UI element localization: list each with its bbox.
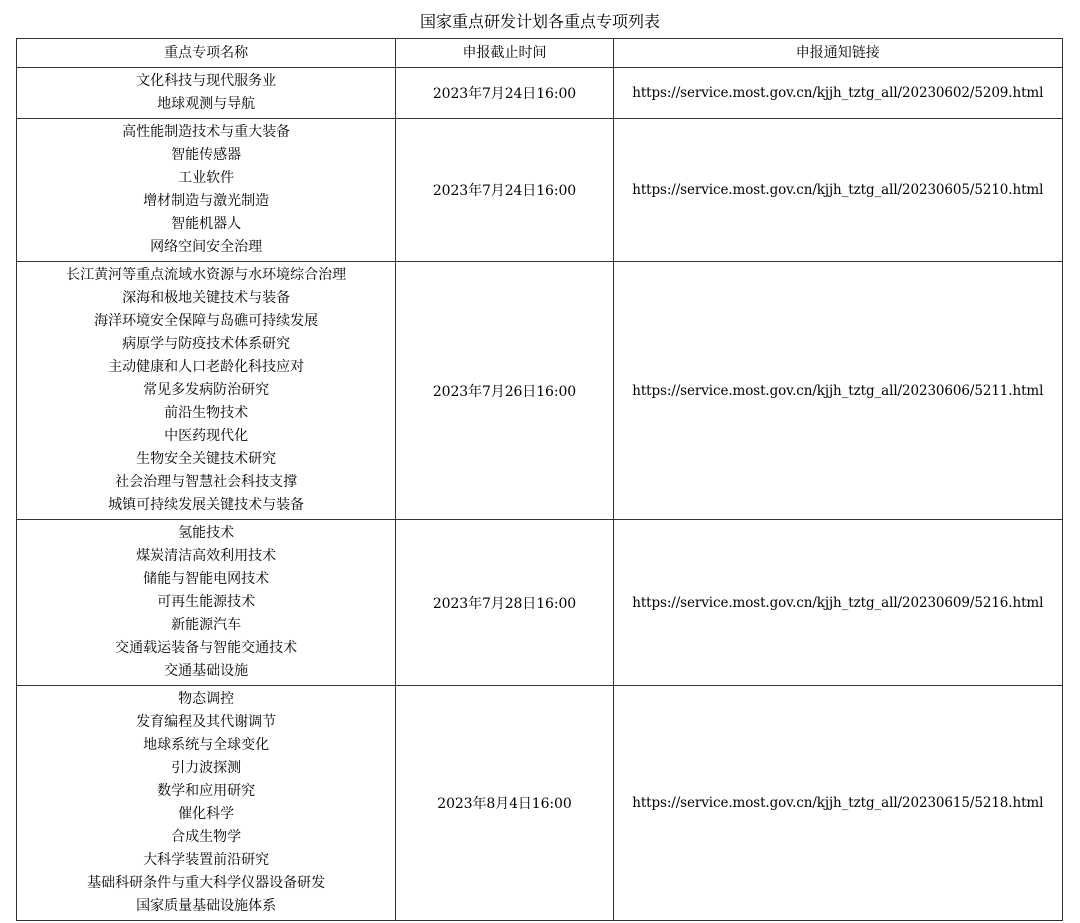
- header-name: 重点专项名称: [17, 39, 396, 68]
- deadline-cell: 2023年7月28日16:00: [396, 520, 613, 686]
- project-name: 生物安全关键技术研究: [136, 451, 277, 467]
- project-name: 数学和应用研究: [157, 783, 256, 799]
- project-name: 常见多发病防治研究: [143, 382, 270, 398]
- project-name: 海洋环境安全保障与岛礁可持续发展: [94, 313, 319, 329]
- table-title: 国家重点研发计划各重点专项列表: [419, 12, 660, 31]
- project-name: 病原学与防疫技术体系研究: [122, 336, 291, 352]
- table-row: [17, 262, 1063, 520]
- table-body: [17, 68, 1063, 921]
- project-name: 物态调控: [178, 691, 235, 707]
- deadline-cell: 2023年7月24日16:00: [396, 68, 613, 119]
- project-names-cell: [17, 119, 396, 262]
- project-name: 增材制造与激光制造: [143, 193, 270, 209]
- project-name: 发育编程及其代谢调节: [136, 714, 277, 730]
- project-name: 交通基础设施: [164, 663, 249, 679]
- project-name: 大科学装置前沿研究: [143, 852, 270, 868]
- project-name: 催化科学: [178, 806, 235, 822]
- project-name: 地球系统与全球变化: [143, 737, 270, 753]
- project-name: 长江黄河等重点流域水资源与水环境综合治理: [66, 267, 347, 283]
- project-name: 交通载运装备与智能交通技术: [115, 640, 298, 656]
- deadline-cell: 2023年8月4日16:00: [396, 686, 613, 921]
- project-name: 储能与智能电网技术: [143, 571, 270, 587]
- project-name: 引力波探测: [171, 760, 242, 776]
- project-name: 主动健康和人口老龄化科技应对: [108, 359, 305, 375]
- notice-link[interactable]: https://service.most.gov.cn/kjjh_tztg_all/20230615/5218.html: [613, 686, 1062, 921]
- table-row: [17, 119, 1063, 262]
- project-name: 文化科技与现代服务业: [136, 73, 277, 89]
- project-name: 工业软件: [178, 170, 235, 186]
- notice-link[interactable]: https://service.most.gov.cn/kjjh_tztg_all/20230606/5211.html: [613, 262, 1062, 520]
- header-link: 申报通知链接: [613, 39, 1062, 68]
- project-name: 合成生物学: [171, 829, 242, 845]
- project-table: [16, 38, 1063, 921]
- notice-link[interactable]: https://service.most.gov.cn/kjjh_tztg_all/20230602/5209.html: [613, 68, 1062, 119]
- project-names-cell: [17, 262, 396, 520]
- project-name: 城镇可持续发展关键技术与装备: [108, 497, 305, 513]
- project-name: 新能源汽车: [171, 617, 242, 633]
- project-names-cell: [17, 686, 396, 921]
- header-deadline: 申报截止时间: [396, 39, 613, 68]
- project-name: 网络空间安全治理: [150, 239, 263, 255]
- project-name: 高性能制造技术与重大装备: [122, 124, 291, 140]
- project-name: 国家质量基础设施体系: [136, 898, 277, 914]
- table-row: [17, 520, 1063, 686]
- project-name: 基础科研条件与重大科学仪器设备研发: [87, 875, 326, 891]
- project-name: 前沿生物技术: [164, 405, 249, 421]
- project-name: 地球观测与导航: [157, 96, 256, 112]
- project-names-cell: [17, 520, 396, 686]
- project-name: 煤炭清洁高效利用技术: [136, 548, 277, 564]
- project-name: 氢能技术: [178, 525, 235, 541]
- notice-link[interactable]: https://service.most.gov.cn/kjjh_tztg_all/20230609/5216.html: [613, 520, 1062, 686]
- notice-link[interactable]: https://service.most.gov.cn/kjjh_tztg_all/20230605/5210.html: [613, 119, 1062, 262]
- project-name: 中医药现代化: [164, 428, 249, 444]
- project-name: 可再生能源技术: [157, 594, 256, 610]
- project-name: 智能机器人: [171, 216, 242, 232]
- header-row: [17, 39, 1063, 68]
- project-name: 智能传感器: [171, 147, 242, 163]
- project-name: 深海和极地关键技术与装备: [122, 290, 291, 306]
- deadline-cell: 2023年7月26日16:00: [396, 262, 613, 520]
- project-names-cell: [17, 68, 396, 119]
- project-name: 社会治理与智慧社会科技支撑: [115, 474, 298, 490]
- deadline-cell: 2023年7月24日16:00: [396, 119, 613, 262]
- table-row: [17, 686, 1063, 921]
- table-row: [17, 68, 1063, 119]
